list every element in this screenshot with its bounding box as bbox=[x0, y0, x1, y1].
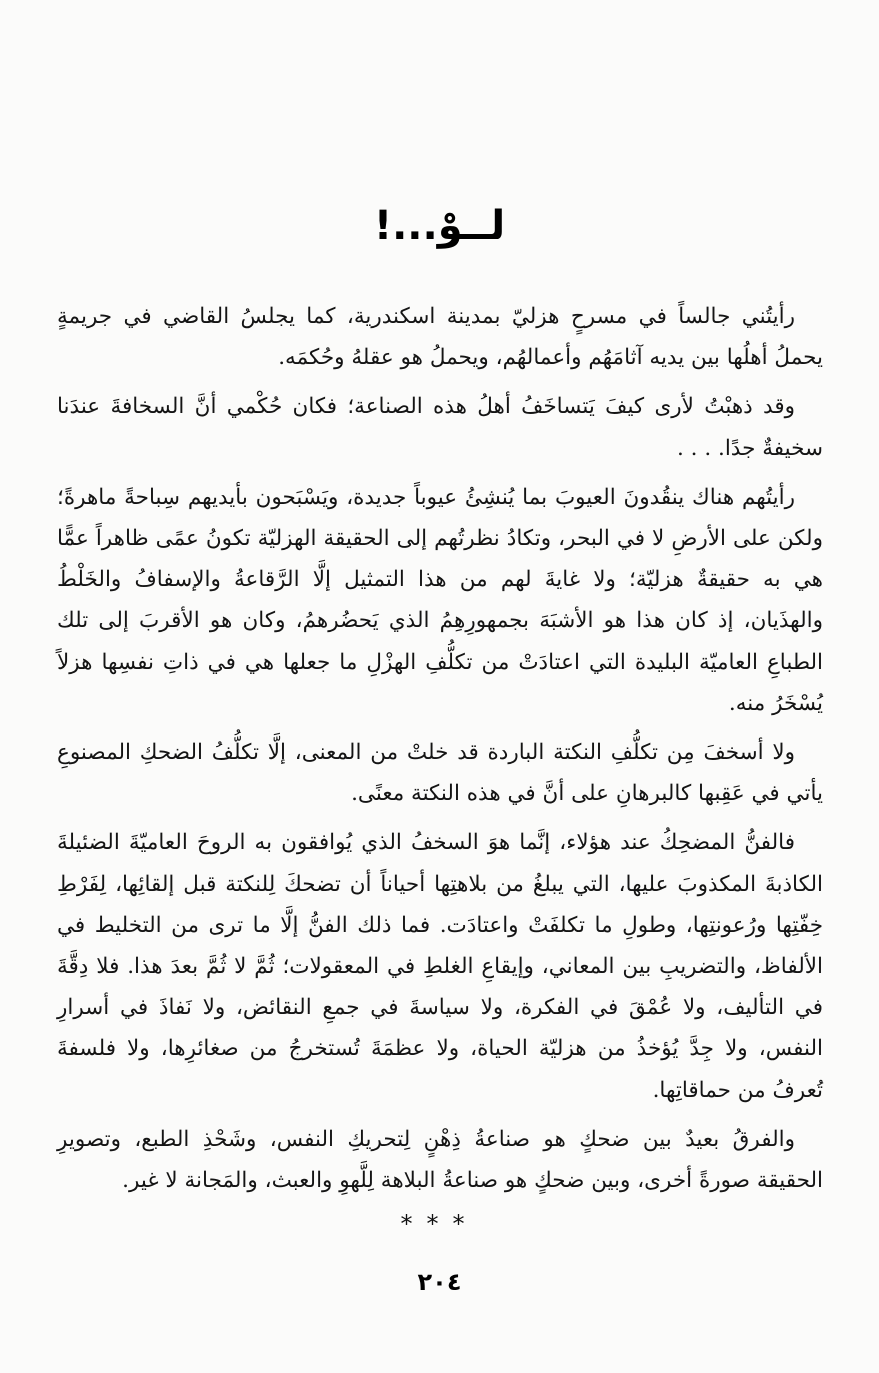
paragraph: رأيتُهم هناك ينقُدونَ العيوبَ بما يُنشِئُ عيوباً جديدة، ويَسْبَحون بأيديهم سِباحةً ماهرةً؛ ولكن على الأرضِ لا في البحر، وتكادُ نظرتُهم إلى الحقيقة الهزليّة تكونُ عمًى ظاهراً عمًّا هي به حقيقةٌ هزليّة؛ ولا غايةَ لهم من هذا التمثيل إلَّا الرَّقاعةُ والإسفافُ والخَلْطُ والهذَيان، إذ كان هذا هو الأشبَهَ بجمهورِهِمُ الذي يَحضُرهمُ، وكان هو الأقربَ إلى تلك الطباعِ العاميّة البليدة التي اعتادَتْ من تكلُّفِ الهزْلِ ما جعلها هي في ذاتِ نفسِها هزلاً يُسْخَرُ منه. bbox=[57, 484, 823, 716]
paragraph: رأيتُني جالساً في مسرحٍ هزليّ بمدينة اسكندرية، كما يجلسُ القاضي في جريمةٍ يحملُ أهلُها بين يديه آثامَهُم وأعمالهُم، ويحملُ هو عقلهُ وحُكمَه. bbox=[57, 304, 823, 371]
section-separator: *** bbox=[400, 1210, 479, 1238]
paragraph: فالفنُّ المضحِكُ عند هؤلاء، إنَّما هوَ السخفُ الذي يُوافقون به الروحَ العاميّةَ الضئيلةَ الكاذبةَ المكذوبَ عليها، التي يبلغُ من بلاهتِها أحياناً أن تضحكَ لِلنكتة قبل إلقائِها، لِفَرْطِ خِفّتِها ورُعونتِها، وطولِ ما تكلفَتْ واعتادَت. فما ذلك الفنُّ إلَّا ما ترى من التخليط في الألفاظ، والتضريبِ بين المعاني، وإيقاعِ الغلطِ في المعقولات؛ ثُمَّ لا ثُمَّ بعدَ هذا. فلا دِقَّةَ في التأليف، ولا عُمْقَ في الفكرة، ولا سياسةَ في جمعِ النقائض، ولا نَفاذَ في أسرارِ النفس، ولا جِدَّ يُؤخذُ من هزليّة الحياة، ولا عظمَةَ تُستخرجُ من صغائرِها، ولا فلسفةَ تُعرفُ من حماقاتِها. bbox=[57, 830, 823, 1103]
page-number: ٢٠٤ bbox=[417, 1268, 462, 1296]
chapter-title: لــوْ...! bbox=[373, 203, 506, 249]
paragraph: والفرقُ بعيدٌ بين ضحكٍ هو صناعةُ ذِهْنٍ لِتحريكِ النفس، وشَحْذِ الطبع، وتصويرِ الحقيقة صورةً أخرى، وبين ضحكٍ هو صناعةُ البلاهة لِلَّهوِ والعبث، والمَجانة لا غير. bbox=[57, 1126, 823, 1194]
paragraph: ولا أسخفَ مِن تكلُّفِ النكتة الباردة قد خلتْ من المعنى، إلَّا تكلُّفُ الضحكِ المصنوعِ يأتي في عَقِبها كالبرهانِ على أنَّ في هذه النكتة معنًى. bbox=[57, 740, 823, 807]
paragraph: وقد ذهبْتُ لأرى كيفَ يَتساخَفُ أهلُ هذه الصناعة؛ فكان حُكْمي أنَّ السخافةَ عندَنا سخيفةٌ جدًا. . . . bbox=[57, 394, 823, 461]
chapter-body bbox=[57, 296, 823, 1209]
